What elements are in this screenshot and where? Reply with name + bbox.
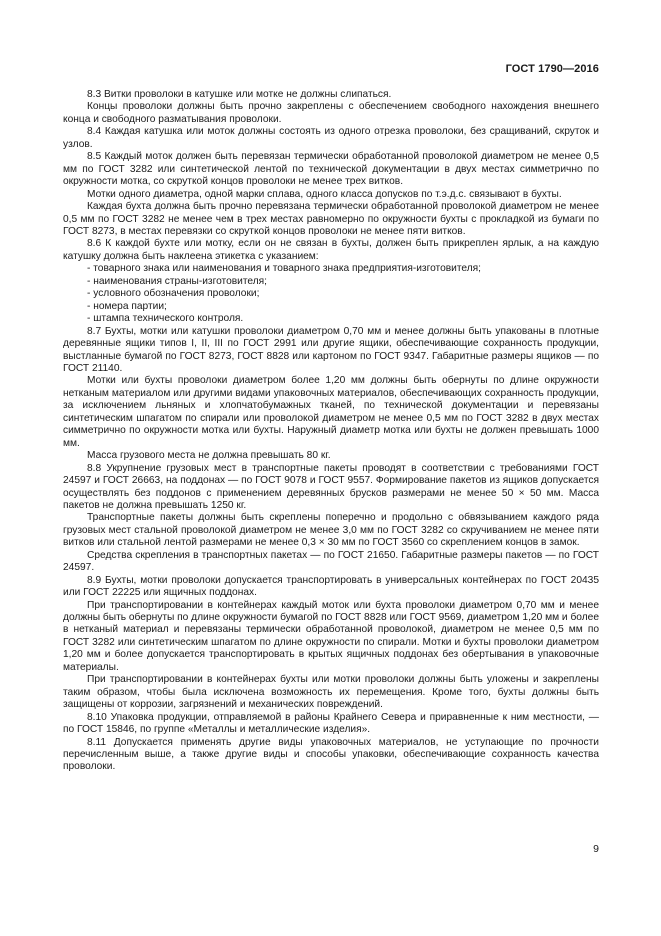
paragraph: 8.7 Бухты, мотки или катушки проволоки диаметром 0,70 мм и менее должны быть упакованы в плотные деревянные ящики типов I, II, III по ГОСТ 2991 или другие ящики, обеспечивающие сохранность продукции, выстланные бумагой по ГОСТ 8273, ГОСТ 8828 или картоном по ГОСТ 9347. Габаритные размеры ящиков — по ГОСТ 21140. — [63, 325, 599, 374]
standard-code-header: ГОСТ 1790—2016 — [505, 63, 599, 75]
paragraph: Мотки или бухты проволоки диаметром более 1,20 мм должны быть обернуты по длине окружности нетканым материалом или другими видами упаковочных материалов, обеспечивающих сохранность продукции, за исключением льняных и хлопчатобумажных тканей, по технической документации и перевязаны синтетическим шпагатом по спирали или проволокой диаметром не менее 0,5 мм по ГОСТ 3282 в двух местах симметрично по окружности мотка или бухты. Наружный диаметр мотка или бухты не должен превышать 1000 мм. — [63, 375, 599, 449]
paragraph: 8.3 Витки проволоки в катушке или мотке не должны слипаться. — [87, 89, 392, 100]
paragraph: Мотки одного диаметра, одной марки сплава, одного класса допусков по т.э.д.с. связывают в бухты. — [87, 188, 562, 200]
paragraph: При транспортировании в контейнерах каждый моток или бухта проволоки диаметром 0,70 мм и менее должны быть обернуты по длине окружности бумагой по ГОСТ 8828 или ГОСТ 9569, диаметром 1,20 мм и более в нетканый материал и перевязаны термически обработанной проволокой, диаметром не менее 0,5 мм по ГОСТ 3282 или синтетическим шпагатом по длине окружности по спирали. Мотки и бухты проволоки диаметром 1,20 мм и более допускается транспортировать в крытых ящичных поддонах без обертывания в упаковочные материалы. — [63, 599, 599, 673]
paragraph: 8.8 Укрупнение грузовых мест в транспортные пакеты проводят в соответствии с требованиями ГОСТ 24597 и ГОСТ 26663, на поддонах — по ГОСТ 9078 и ГОСТ 9557. Формирование пакетов из ящиков допускается осуществлять без поддонов с применением деревянных брусков размерами не менее 50 × 50 мм. Масса пакетов не должна превышать 1250 кг. — [63, 462, 599, 511]
paragraph: Концы проволоки должны быть прочно закреплены с обеспечением свободного нахождения внешнего конца и свободного разматывания проволоки. — [63, 101, 599, 125]
list-item: - штампа технического контроля. — [87, 313, 244, 325]
paragraph: 8.6 К каждой бухте или мотку, если он не связан в бухты, должен быть прикреплен ярлык, а на каждую катушку должна быть наклеена этикетка с указанием: — [63, 238, 599, 262]
page-number: 9 — [593, 843, 599, 855]
list-item: - наименования страны-изготовителя; — [87, 275, 268, 287]
paragraph: 8.5 Каждый моток должен быть перевязан термически обработанной проволокой диаметром не менее 0,5 мм по ГОСТ 3282 или синтетической лентой по технической документации в двух местах симметрично по окружности мотка, со скруткой концов проволоки не менее трех витков. — [63, 151, 599, 188]
paragraph: 8.4 Каждая катушка или моток должны состоять из одного отрезка проволоки, без сращиваний, скруток и узлов. — [63, 126, 599, 150]
paragraph: Средства скрепления в транспортных пакетах — по ГОСТ 21650. Габаритные размеры пакетов — по ГОСТ 24597. — [63, 549, 599, 574]
paragraph: 8.11 Допускается применять другие виды упаковочных материалов, не уступающие по прочности перечисленным выше, а также другие виды и способы упаковки, обеспечивающие сохранность качества проволоки. — [63, 736, 599, 773]
list-item: - номера партии; — [87, 300, 167, 312]
document-body — [63, 89, 599, 774]
paragraph: 8.10 Упаковка продукции, отправляемой в районы Крайнего Севера и приравненные к ним местности, — по ГОСТ 15846, по группе «Металлы и металлические изделия». — [63, 711, 599, 736]
paragraph: Масса грузового места не должна превышать 80 кг. — [87, 450, 331, 462]
list-item: - товарного знака или наименования и товарного знака предприятия-изготовителя; — [87, 263, 482, 275]
paragraph: Каждая бухта должна быть прочно перевязана термически обработанной проволокой диаметром не менее 0,5 мм по ГОСТ 3282 не менее чем в трех местах равномерно по окружности бухты с прокладкой из бумаги по ГОСТ 8273, в местах перевязки со скруткой концов проволоки не менее пяти витков. — [63, 201, 599, 237]
paragraph: Транспортные пакеты должны быть скреплены поперечно и продольно с обвязыванием каждого ряда грузовых мест стальной проволокой диаметром не менее 3,0 мм по ГОСТ 3282 со скручиванием не менее пяти витков или стальной лентой размерами не менее 0,3 × 30 мм по ГОСТ 3560 со скреплением концов в замок. — [63, 512, 599, 549]
paragraph: При транспортировании в контейнерах бухты или мотки проволоки должны быть уложены и закреплены таким образом, чтобы была исключена возможность их перемещения. Кроме того, бухты должны быть защищены от коррозии, загрязнений и механических повреждений. — [63, 674, 599, 711]
list-item: - условного обозначения проволоки; — [87, 288, 260, 300]
paragraph: 8.9 Бухты, мотки проволоки допускается транспортировать в универсальных контейнерах по ГОСТ 20435 или ГОСТ 22225 или ящичных поддонах. — [63, 574, 599, 599]
